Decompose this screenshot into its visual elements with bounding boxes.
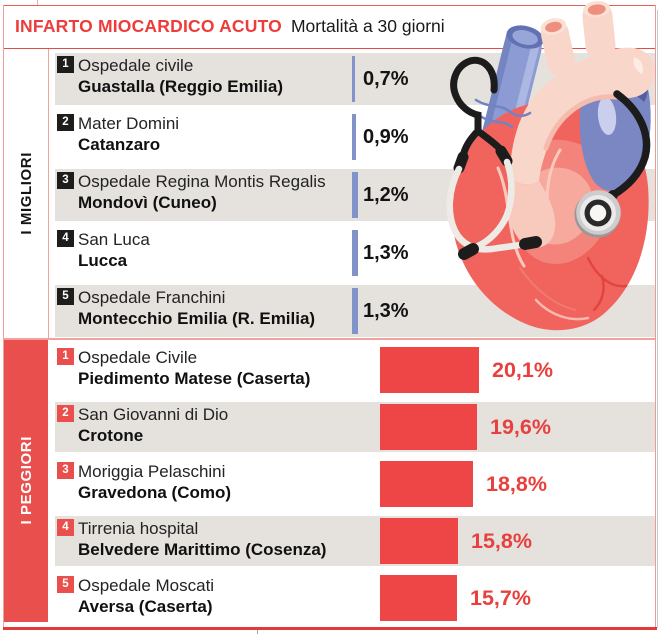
- mortality-percentage: 20,1%: [492, 358, 553, 382]
- mortality-percentage: 15,7%: [470, 586, 531, 610]
- hospital-row: [55, 111, 655, 163]
- hospital-row: [55, 573, 655, 623]
- mortality-bar: [352, 56, 355, 102]
- mortality-percentage: 15,8%: [471, 529, 532, 553]
- section-label-best: [4, 48, 49, 338]
- rank-badge: 5: [57, 576, 74, 593]
- mortality-percentage: 0,7%: [363, 68, 409, 90]
- title-bar: [4, 5, 655, 48]
- rank-badge: 1: [57, 56, 74, 73]
- hospital-name: Moriggia Pelaschini: [78, 462, 226, 481]
- hospital-name: Ospedale civile: [78, 56, 194, 75]
- hospital-row: [55, 459, 655, 509]
- mortality-percentage: 1,3%: [363, 242, 409, 264]
- mortality-percentage: 0,9%: [363, 126, 409, 148]
- hospital-row: [55, 345, 655, 395]
- hospital-city: Piedimento Matese (Caserta): [78, 369, 311, 388]
- section-label-worst: [4, 338, 48, 622]
- title-divider-line: [4, 48, 655, 49]
- hospital-name: Ospedale Franchini: [78, 288, 226, 307]
- mortality-bar: [352, 288, 358, 334]
- frame-left-border: [3, 5, 4, 628]
- hospital-name: San Giovanni di Dio: [78, 405, 229, 424]
- rank-badge: 5: [57, 288, 74, 305]
- mortality-bar: [380, 404, 477, 450]
- hospital-name-block: [78, 287, 315, 329]
- mortality-bar: [380, 461, 473, 507]
- mortality-percentage: 1,3%: [363, 300, 409, 322]
- rank-badge: 2: [57, 405, 74, 422]
- hospital-name-block: [78, 404, 228, 446]
- mortality-percentage: 18,8%: [486, 472, 547, 496]
- hospital-name-block: [78, 575, 214, 617]
- hospital-city: Mondovì (Cuneo): [78, 193, 217, 212]
- page-subtitle: Mortalità a 30 giorni: [290, 16, 445, 36]
- mortality-percentage: 1,2%: [363, 184, 409, 206]
- hospital-city: Belvedere Marittimo (Cosenza): [78, 540, 327, 559]
- mortality-bar: [380, 347, 479, 393]
- mortality-bar: [380, 518, 458, 564]
- rank-badge: 3: [57, 462, 74, 479]
- hospital-name: Ospedale Regina Montis Regalis: [78, 172, 326, 191]
- hospital-city: Catanzaro: [78, 135, 161, 154]
- mortality-bar: [352, 172, 358, 218]
- hospital-name: Ospedale Civile: [78, 348, 198, 367]
- hospital-row: [55, 53, 655, 105]
- worst-label-text: I PEGGIORI: [17, 435, 35, 525]
- mortality-bar: [380, 575, 457, 621]
- hospital-row: [55, 227, 655, 279]
- hospital-name: Ospedale Moscati: [78, 576, 215, 595]
- best-hospitals-list: [55, 53, 655, 343]
- hospital-city: Aversa (Caserta): [78, 597, 213, 616]
- hospital-city: Montecchio Emilia (R. Emilia): [78, 309, 316, 328]
- hospital-name: Tirrenia hospital: [78, 519, 199, 538]
- hospital-row: [55, 516, 655, 566]
- section-divider-line: [4, 338, 655, 340]
- hospital-city: Gravedona (Como): [78, 483, 232, 502]
- worst-hospitals-list: [55, 345, 655, 630]
- rank-badge: 3: [57, 172, 74, 189]
- hospital-row: [55, 169, 655, 221]
- best-label-text: I MIGLIORI: [17, 151, 35, 235]
- rank-badge: 4: [57, 230, 74, 247]
- hospital-name: Mater Domini: [78, 114, 180, 133]
- mortality-bar: [352, 114, 356, 160]
- hospital-name: San Luca: [78, 230, 150, 249]
- frame-top-border: [3, 5, 656, 6]
- hospital-name-block: [78, 55, 283, 97]
- mortality-bar: [352, 230, 358, 276]
- hospital-name-block: [78, 229, 150, 271]
- page-title: INFARTO MIOCARDICO ACUTO: [15, 16, 282, 36]
- frame-bottom-rule: [3, 627, 657, 630]
- hospital-city: Guastalla (Reggio Emilia): [78, 77, 283, 96]
- bottom-crop-line: [257, 630, 258, 634]
- hospital-city: Lucca: [78, 251, 128, 270]
- top-crop-line: [37, 0, 38, 5]
- hospital-city: Crotone: [78, 426, 144, 445]
- hospital-row: [55, 285, 655, 337]
- mortality-percentage: 19,6%: [490, 415, 551, 439]
- hospital-row: [55, 402, 655, 452]
- rank-badge: 4: [57, 519, 74, 536]
- hospital-name-block: [78, 461, 231, 503]
- hospital-name-block: [78, 113, 179, 155]
- rank-badge: 2: [57, 114, 74, 131]
- hospital-name-block: [78, 171, 326, 213]
- frame-right-shadow: [657, 10, 658, 628]
- frame-right-border: [655, 5, 656, 628]
- hospital-name-block: [78, 347, 310, 389]
- hospital-name-block: [78, 518, 326, 560]
- rank-badge: 1: [57, 348, 74, 365]
